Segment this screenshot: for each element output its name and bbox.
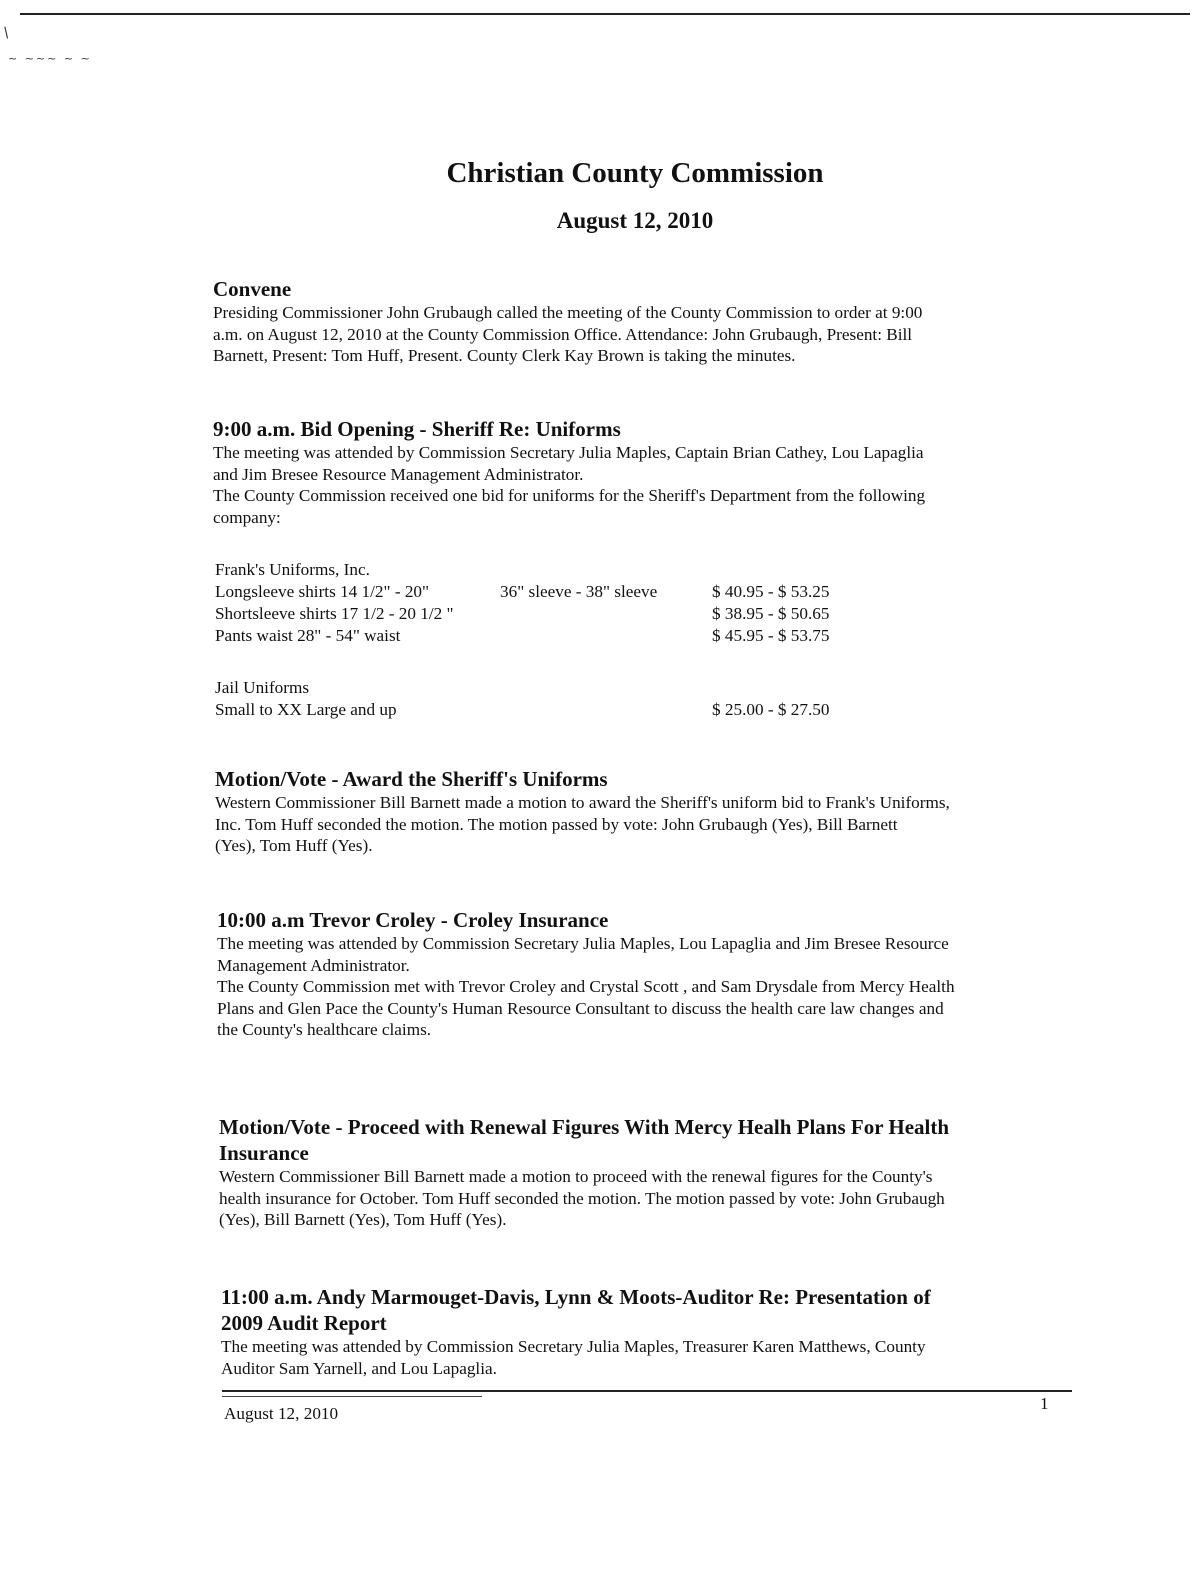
paragraph-line: company: — [213, 507, 281, 527]
paragraph-line: The meeting was attended by Commission Secretary Julia Maples, Treasurer Karen Matthews, County — [221, 1337, 926, 1356]
section-motion-renewal — [219, 1114, 1079, 1231]
bid-price: $ 38.95 - $ 50.65 — [712, 604, 830, 623]
section-heading: 9:00 a.m. Bid Opening - Sheriff Re: Uniforms — [213, 417, 621, 441]
bid-price: $ 40.95 - $ 53.25 — [712, 582, 830, 601]
paragraph-line: and Jim Bresee Resource Management Administrator. — [213, 464, 584, 484]
bid-item: Pants waist 28" - 54" waist — [215, 626, 401, 645]
section-heading-continued: Insurance — [219, 1141, 309, 1165]
paragraph-line: the County's healthcare claims. — [217, 1020, 432, 1039]
section-motion-uniforms — [215, 766, 1075, 857]
paragraph-line: The meeting was attended by Commission Secretary Julia Maples, Lou Lapaglia and Jim Bresee Resource — [217, 934, 949, 953]
paragraph-line: Barnett, Present: Tom Huff, Present. County Clerk Kay Brown is taking the minutes. — [213, 346, 796, 365]
paragraph-line: Management Administrator. — [217, 955, 410, 975]
bid-row — [215, 626, 895, 648]
page-number: 1 — [1040, 1394, 1049, 1413]
section-heading: 10:00 a.m Trevor Croley - Croley Insurance — [217, 908, 609, 932]
bid-jail-heading-row — [215, 678, 895, 700]
section-croley-insurance — [217, 907, 1077, 1041]
section-heading: 11:00 a.m. Andy Marmouget-Davis, Lynn & Moots-Auditor Re: Presentation of — [221, 1285, 931, 1309]
bid-row — [215, 604, 895, 626]
page-title: Christian County Commission — [446, 157, 824, 189]
paragraph-line: health insurance for October. Tom Huff seconded the motion. The motion passed by vote: John Grubaugh — [219, 1188, 945, 1208]
footer-date: August 12, 2010 — [224, 1404, 339, 1423]
bid-item: Shortsleeve shirts 17 1/2 - 20 1/2 " — [215, 604, 454, 623]
section-heading: Motion/Vote - Award the Sheriff's Uniforms — [215, 767, 608, 791]
paragraph-line: Presiding Commissioner John Grubaugh called the meeting of the County Commission to order at 9:00 — [213, 303, 923, 322]
footer-rule-secondary — [222, 1396, 482, 1397]
section-heading-continued: 2009 Audit Report — [221, 1311, 387, 1335]
paragraph-line: Western Commissioner Bill Barnett made a motion to award the Sheriff's uniform bid to Frank's Uniforms, — [215, 793, 950, 812]
bid-item: Small to XX Large and up — [215, 700, 397, 719]
paragraph-line: Auditor Sam Yarnell, and Lou Lapaglia. — [221, 1358, 497, 1378]
bid-item: Longsleeve shirts 14 1/2" - 20" — [215, 582, 430, 601]
section-convene — [213, 276, 1073, 367]
paragraph-line: Inc. Tom Huff seconded the motion. The motion passed by vote: John Grubaugh (Yes), Bill Barnett — [215, 814, 898, 834]
bid-spacer — [215, 648, 895, 678]
paragraph-line: (Yes), Tom Huff (Yes). — [215, 836, 373, 855]
paragraph-line: The County Commission met with Trevor Croley and Crystal Scott , and Sam Drysdale from Mercy Health — [217, 977, 955, 996]
bid-price: $ 25.00 - $ 27.50 — [712, 700, 830, 719]
section-heading: Motion/Vote - Proceed with Renewal Figures With Mercy Healh Plans For Health — [219, 1115, 950, 1139]
paragraph-line: The meeting was attended by Commission Secretary Julia Maples, Captain Brian Cathey, Lou Lapaglia — [213, 443, 924, 462]
footer-rule — [222, 1390, 1072, 1392]
paragraph-line: Plans and Glen Pace the County's Human Resource Consultant to discuss the health care law changes and — [217, 998, 944, 1018]
paragraph-line: Western Commissioner Bill Barnett made a motion to proceed with the renewal figures for the County's — [219, 1167, 933, 1186]
bid-company-row — [215, 560, 895, 582]
scan-artifact-scribble: ~ ~~~ ~ ~ — [8, 52, 92, 65]
page-date: August 12, 2010 — [556, 208, 714, 233]
paragraph-line: (Yes), Bill Barnett (Yes), Tom Huff (Yes). — [219, 1210, 507, 1229]
bid-row — [215, 582, 895, 604]
bid-jail-heading: Jail Uniforms — [215, 678, 310, 697]
section-heading: Convene — [213, 277, 292, 301]
section-bid-opening — [213, 416, 1073, 528]
bid-company: Frank's Uniforms, Inc. — [215, 560, 370, 579]
top-scan-rule — [20, 13, 1190, 15]
bid-table — [215, 560, 895, 722]
paragraph-line: a.m. on August 12, 2010 at the County Commission Office. Attendance: John Grubaugh, Present: Bill — [213, 324, 913, 344]
section-audit-report — [221, 1284, 1081, 1379]
bid-price: $ 45.95 - $ 53.75 — [712, 626, 830, 645]
paragraph-line: The County Commission received one bid for uniforms for the Sheriff's Department from the following — [213, 486, 926, 505]
scan-artifact-mark: / — [0, 24, 13, 42]
bid-sleeve: 36" sleeve - 38" sleeve — [500, 582, 658, 601]
bid-row — [215, 700, 895, 722]
